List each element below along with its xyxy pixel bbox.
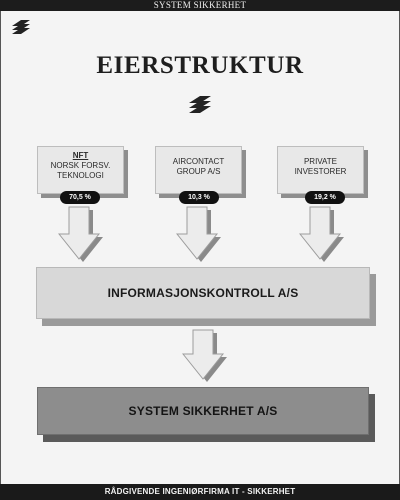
down-arrow-icon: [299, 205, 349, 267]
owner-abbrev: NFT: [72, 151, 89, 160]
company-logo-icon: [10, 18, 32, 36]
owner-box-nft: [37, 146, 124, 194]
system-sikkerhet-box: SYSTEM SIKKERHET A/S: [37, 387, 369, 435]
company-logo-icon: [187, 94, 213, 116]
owner-name-line: AIRCONTACT: [172, 157, 225, 166]
owner-box-private-investors: [277, 146, 364, 194]
down-arrow-icon: [176, 205, 226, 267]
owner-box-aircontact: [155, 146, 242, 194]
ownership-share-badge: 10,3 %: [179, 191, 219, 204]
page-title: EIERSTRUKTUR: [96, 52, 304, 79]
owner-name-line: TEKNOLOGI: [57, 171, 104, 180]
footer-bar: RÅDGIVENDE INGENIØRFIRMA IT - SIKKERHET: [0, 484, 400, 500]
owner-name-line: NORSK FORSV.: [50, 161, 111, 170]
ownership-share-badge: 70,5 %: [60, 191, 100, 204]
down-arrow-icon: [58, 205, 108, 267]
header-bar: SYSTEM SIKKERHET: [0, 0, 400, 11]
owner-name-line: GROUP A/S: [176, 167, 221, 176]
owner-name-line: INVESTORER: [294, 167, 347, 176]
ownership-share-badge: 19,2 %: [305, 191, 345, 204]
owner-name-line: PRIVATE: [303, 157, 338, 166]
down-arrow-icon: [182, 328, 232, 386]
informasjonskontroll-box: INFORMASJONSKONTROLL A/S: [36, 267, 370, 319]
